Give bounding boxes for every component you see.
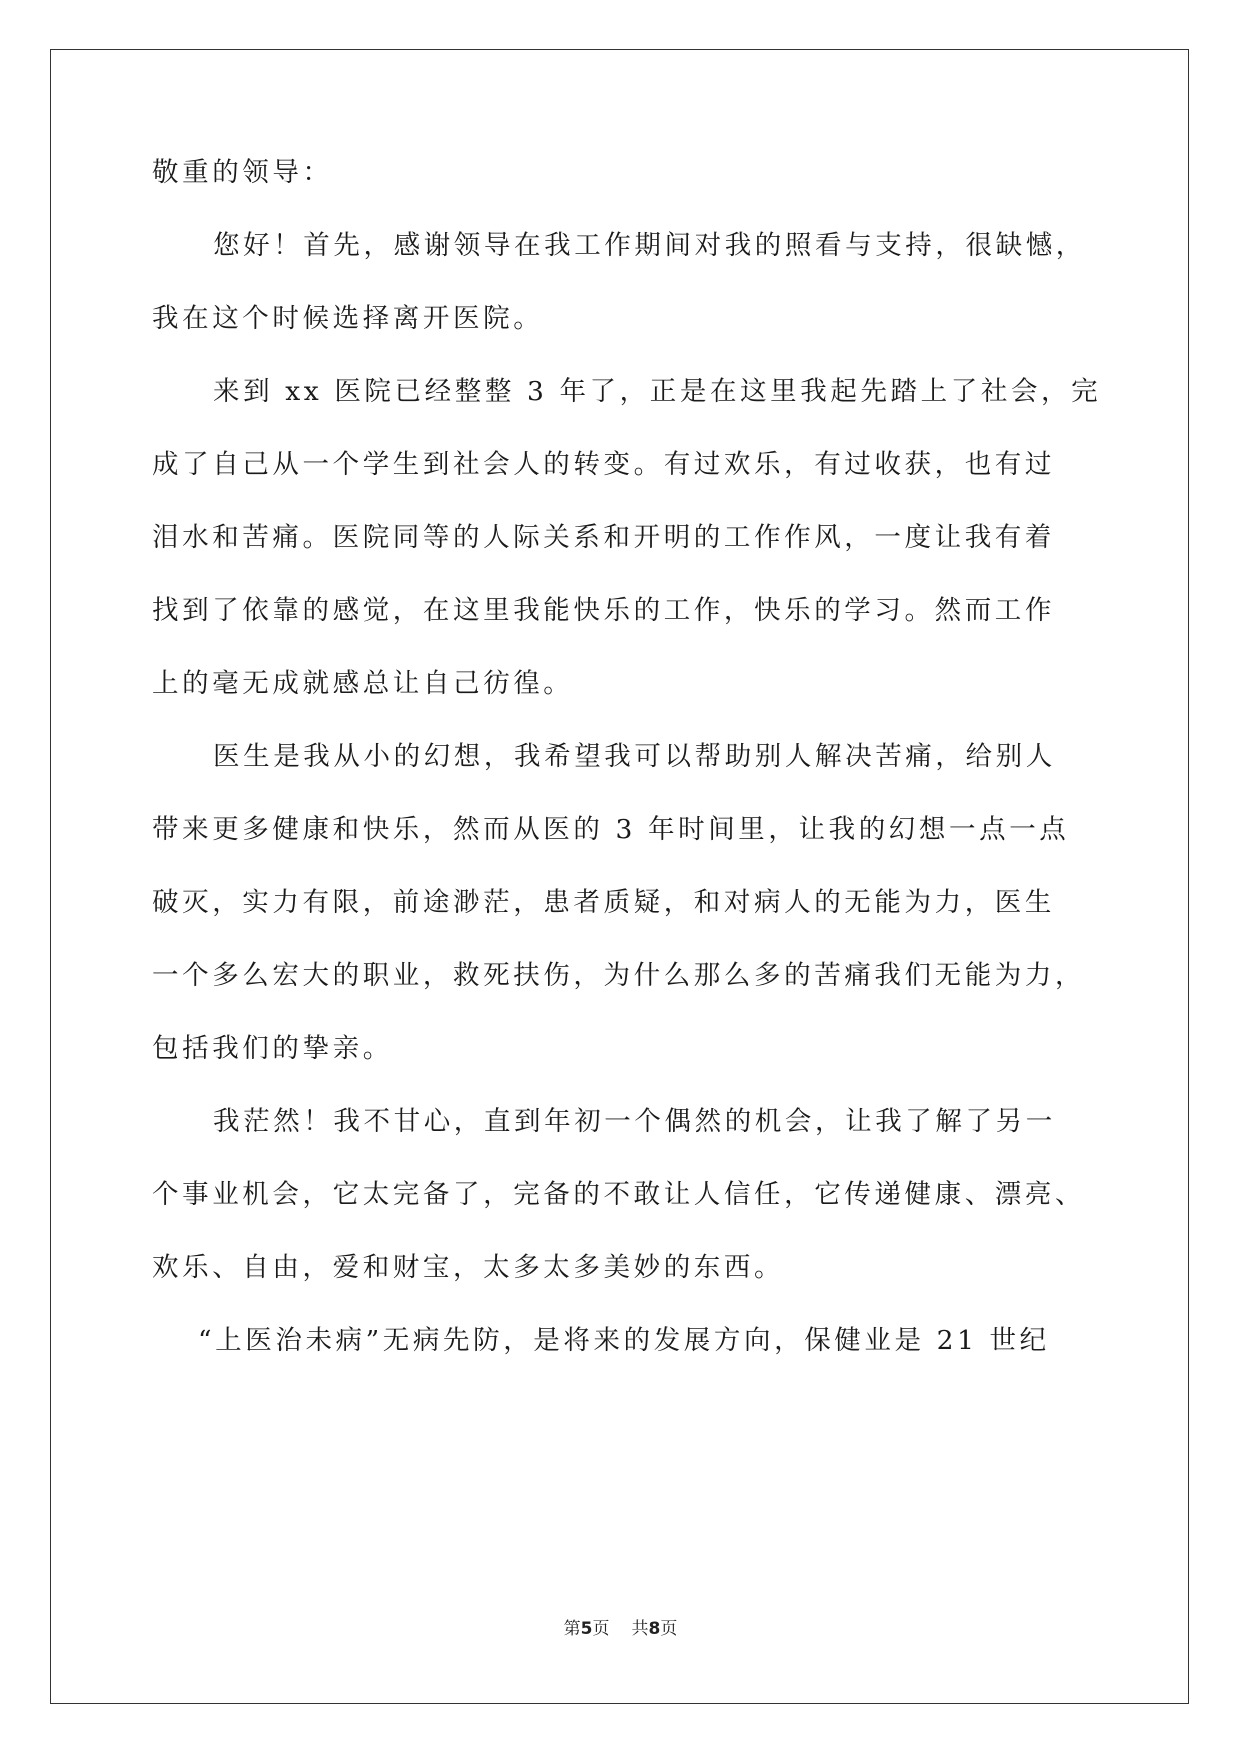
paragraph-line: 您好！首先，感谢领导在我工作期间对我的照看与支持，很缺憾， — [213, 230, 1086, 261]
paragraph-line: 欢乐、自由，爱和财宝，太多太多美妙的东西。 — [152, 1252, 785, 1283]
paragraph-line: 医生是我从小的幻想，我希望我可以帮助别人解决苦痛，给别人 — [213, 741, 1056, 772]
paragraph-line: 找到了依靠的感觉，在这里我能快乐的工作，快乐的学习。然而工作 — [152, 595, 1055, 626]
paragraph-line: 成了自己从一个学生到社会人的转变。有过欢乐，有过收获，也有过 — [152, 449, 1055, 480]
page-footer — [0, 1614, 1241, 1639]
page-number-prefix: 第 — [563, 1619, 581, 1639]
paragraph-line: 一个多么宏大的职业，救死扶伤，为什么那么多的苦痛我们无能为力， — [152, 960, 1086, 991]
paragraph-line: 我在这个时候选择离开医院。 — [152, 303, 544, 334]
paragraph-line: 我茫然！我不甘心，直到年初一个偶然的机会，让我了解了另一 — [213, 1106, 1056, 1137]
paragraph-line: “上医治未病”无病先防，是将来的发展方向，保健业是 21 世纪 — [198, 1325, 1050, 1356]
page-number-suffix: 页 — [592, 1619, 610, 1639]
paragraph-line: 泪水和苦痛。医院同等的人际关系和开明的工作作风，一度让我有着 — [152, 522, 1055, 553]
greeting-line: 敬重的领导： — [152, 157, 333, 188]
paragraph-line: 上的毫无成就感总让自己彷徨。 — [152, 668, 574, 699]
page-total-suffix: 页 — [660, 1619, 678, 1639]
page-total-prefix: 共 — [631, 1619, 649, 1639]
paragraph-line: 带来更多健康和快乐，然而从医的 3 年时间里，让我的幻想一点一点 — [152, 814, 1070, 845]
paragraph-line: 包括我们的挚亲。 — [152, 1033, 393, 1064]
page-border — [50, 49, 1189, 1704]
page-number-current: 5 — [580, 1619, 593, 1639]
paragraph-line: 来到 xx 医院已经整整 3 年了，正是在这里我起先踏上了社会，完 — [213, 376, 1102, 407]
page-number-total: 8 — [648, 1619, 661, 1639]
paragraph-line: 破灭，实力有限，前途渺茫，患者质疑，和对病人的无能为力，医生 — [152, 887, 1055, 918]
paragraph-line: 个事业机会，它太完备了，完备的不敢让人信任，它传递健康、漂亮、 — [152, 1179, 1086, 1210]
